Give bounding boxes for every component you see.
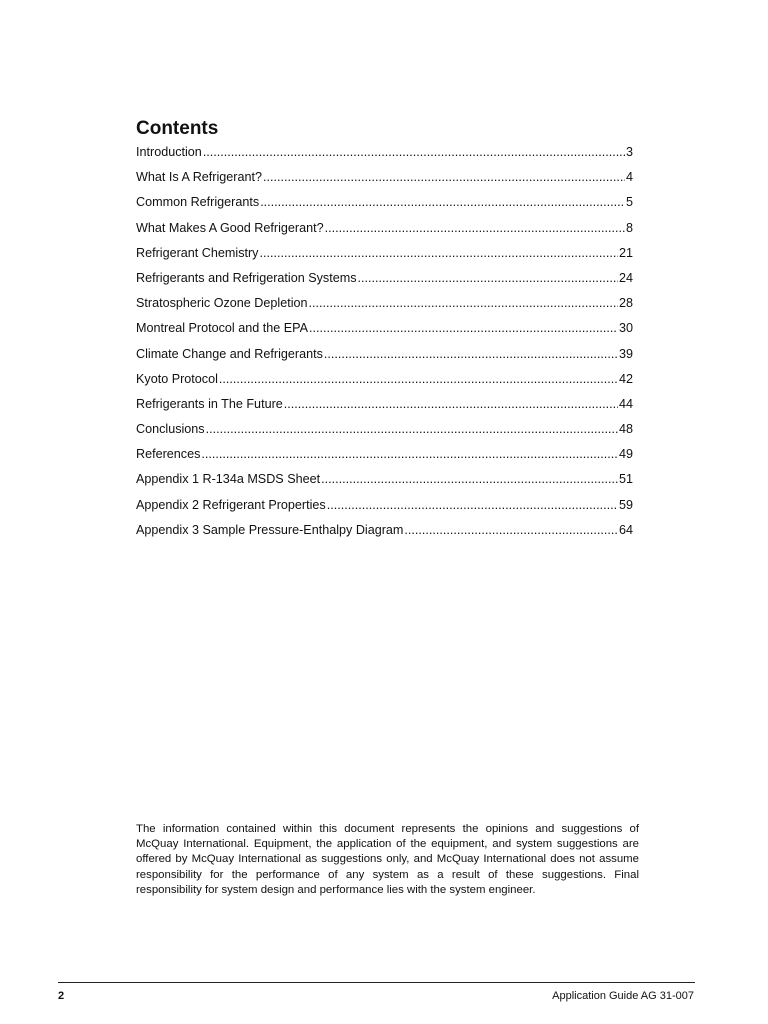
toc-entry-title: Refrigerants in The Future <box>136 396 283 411</box>
toc-entry[interactable] <box>136 321 633 346</box>
toc-entry-title: What Is A Refrigerant? <box>136 170 262 185</box>
toc-entry-page: 51 <box>618 472 633 487</box>
toc-leader-dots <box>259 246 618 260</box>
toc-entry[interactable] <box>136 347 633 372</box>
toc-leader-dots <box>327 498 618 512</box>
toc-leader-dots <box>309 296 618 310</box>
toc-entry-title: Introduction <box>136 145 202 159</box>
toc-entry[interactable] <box>136 221 633 246</box>
toc-leader-dots <box>309 321 618 335</box>
table-of-contents <box>136 145 633 548</box>
toc-entry-page: 44 <box>618 396 633 411</box>
toc-entry[interactable] <box>136 498 633 523</box>
toc-leader-dots <box>203 145 625 159</box>
toc-entry[interactable] <box>136 170 633 195</box>
toc-entry-title: Montreal Protocol and the EPA <box>136 321 308 336</box>
toc-entry[interactable] <box>136 422 633 447</box>
toc-leader-dots <box>325 221 625 235</box>
toc-entry-title: Common Refrigerants <box>136 195 260 210</box>
toc-entry-page: 30 <box>618 321 633 336</box>
toc-entry-page: 21 <box>618 245 633 260</box>
toc-entry[interactable] <box>136 271 633 296</box>
toc-leader-dots <box>263 170 625 184</box>
toc-leader-dots <box>324 347 618 361</box>
toc-entry-title: Conclusions <box>136 422 205 437</box>
toc-entry-title: Refrigerants and Refrigeration Systems <box>136 270 357 285</box>
footer-guide-title: Application Guide AG 31-007 <box>552 990 694 1002</box>
toc-entry-title: Appendix 2 Refrigerant Properties <box>136 497 326 512</box>
toc-entry-title: References <box>136 447 201 462</box>
toc-entry-title: Refrigerant Chemistry <box>136 245 259 260</box>
toc-leader-dots <box>219 372 618 386</box>
toc-leader-dots <box>206 422 618 436</box>
disclaimer-text: The information contained within this document represents the opinions and suggestions of McQuay International. Equipment, the application of the equipment, and system suggestions are offered by McQuay International as suggestions only, and McQuay International does not assume responsibility for the performance of any system as a result of these suggestions. Final responsibility for system design and performance lies with the system engineer. <box>136 823 639 896</box>
toc-entry-page: 3 <box>625 145 633 159</box>
toc-entry[interactable] <box>136 246 633 271</box>
toc-leader-dots <box>201 447 618 461</box>
toc-entry-page: 39 <box>618 346 633 361</box>
toc-entry[interactable] <box>136 372 633 397</box>
page-title: Contents <box>136 118 219 139</box>
toc-entry[interactable] <box>136 472 633 497</box>
toc-entry-title: Appendix 1 R-134a MSDS Sheet <box>136 472 321 487</box>
toc-entry[interactable] <box>136 195 633 220</box>
toc-entry[interactable] <box>136 447 633 472</box>
toc-entry-page: 42 <box>618 371 633 386</box>
toc-entry-title: Appendix 3 Sample Pressure-Enthalpy Diagram <box>136 522 404 537</box>
toc-leader-dots <box>321 472 618 486</box>
footer-divider <box>58 982 695 983</box>
toc-leader-dots <box>260 195 625 209</box>
toc-entry-title: Kyoto Protocol <box>136 371 218 386</box>
toc-entry[interactable] <box>136 523 633 548</box>
toc-entry-page: 48 <box>618 422 633 437</box>
toc-entry-page: 8 <box>625 220 633 235</box>
toc-entry-page: 5 <box>625 195 633 210</box>
footer-page-number: 2 <box>58 990 65 1002</box>
toc-entry-page: 64 <box>618 522 633 537</box>
toc-entry[interactable] <box>136 296 633 321</box>
toc-entry-title: Stratospheric Ozone Depletion <box>136 296 308 311</box>
toc-entry-page: 49 <box>618 447 633 462</box>
toc-entry-page: 24 <box>618 270 633 285</box>
toc-leader-dots <box>404 523 618 537</box>
toc-entry[interactable] <box>136 145 633 170</box>
toc-leader-dots <box>284 397 618 411</box>
toc-entry[interactable] <box>136 397 633 422</box>
toc-entry-page: 28 <box>618 296 633 311</box>
toc-entry-page: 59 <box>618 497 633 512</box>
toc-leader-dots <box>358 271 618 285</box>
toc-entry-title: What Makes A Good Refrigerant? <box>136 220 324 235</box>
toc-entry-page: 4 <box>625 170 633 185</box>
toc-entry-title: Climate Change and Refrigerants <box>136 346 323 361</box>
